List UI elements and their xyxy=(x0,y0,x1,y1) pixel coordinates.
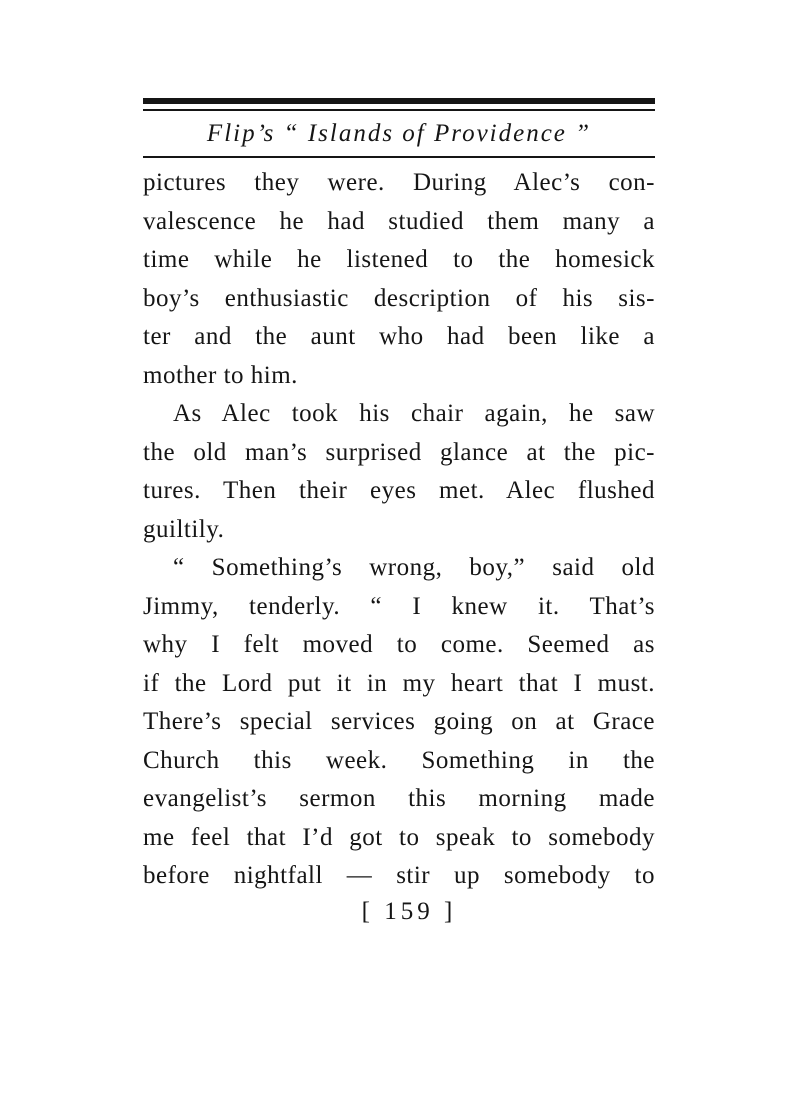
book-page xyxy=(143,98,655,926)
text-line: As Alec took his chair again, he saw xyxy=(173,400,655,427)
text-line: Church this week. Something in the xyxy=(143,746,655,774)
page-number: [ 159 ] xyxy=(361,897,457,925)
running-head: Flip’s “ Islands of Providence ” xyxy=(206,120,592,147)
text-line: Jimmy, tenderly. “ I knew it. That’s xyxy=(143,592,655,620)
text-line: time while he listened to the homesick xyxy=(143,246,655,273)
text-line: guiltily. xyxy=(143,515,225,543)
header-rule-thick xyxy=(143,98,655,104)
text-line: why I felt moved to come. Seemed as xyxy=(143,631,655,658)
body-text xyxy=(143,164,655,896)
text-line: There’s special services going on at Grace xyxy=(143,708,655,735)
text-line: pictures they were. During Alec’s con- xyxy=(143,169,655,196)
text-line: valescence he had studied them many a xyxy=(143,207,655,235)
header-rule-thin xyxy=(143,109,655,111)
text-line: evangelist’s sermon this morning made xyxy=(143,785,655,812)
text-line: tures. Then their eyes met. Alec flushed xyxy=(143,477,655,504)
text-line: boy’s enthusiastic description of his sis- xyxy=(143,284,655,312)
text-line: mother to him. xyxy=(143,361,298,389)
text-line: before nightfall — stir up somebody to xyxy=(143,862,655,889)
text-line: “ Something’s wrong, boy,” said old xyxy=(173,554,655,581)
text-line: me feel that I’d got to speak to somebody xyxy=(143,823,655,851)
text-line: ter and the aunt who had been like a xyxy=(143,323,655,350)
text-line: if the Lord put it in my heart that I must. xyxy=(143,669,655,697)
running-head-underline xyxy=(143,156,655,158)
text-line: the old man’s surprised glance at the pic- xyxy=(143,438,655,466)
